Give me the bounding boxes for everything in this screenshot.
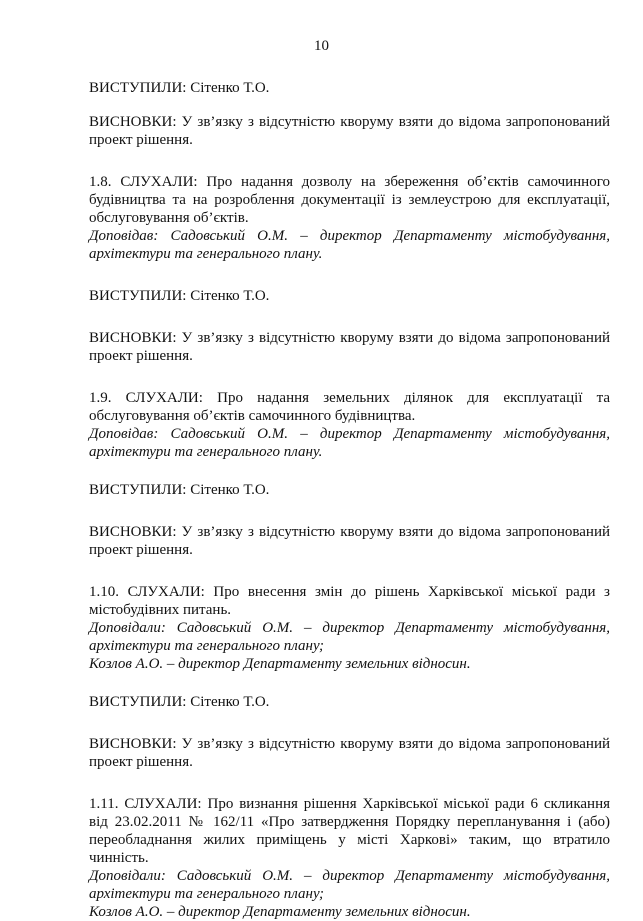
conclusion-paragraph: ВИСНОВКИ: У зв’язку з відсутністю кворуму взяти до відома запропонований проект рішення. — [89, 736, 610, 770]
heard-item-1-10: 1.10. СЛУХАЛИ: Про внесення змін до рішень Харківської міської ради з містобудівних питань. — [89, 584, 610, 618]
reporter-line: Доповідав: Садовський О.М. – директор Департаменту містобудування, архітектури та генерального плану. — [89, 426, 610, 460]
heard-item-1-8: 1.8. СЛУХАЛИ: Про надання дозволу на збереження об’єктів самочинного будівництва та на розроблення документації із землеустрою для експлуатації, обслуговування об’єктів. — [89, 174, 610, 226]
speakers-line: ВИСТУПИЛИ: Сітенко Т.О. — [89, 288, 270, 304]
page-number: 10 — [314, 38, 329, 54]
heard-item-1-11: 1.11. СЛУХАЛИ: Про визнання рішення Харківської міської ради 6 скликання від 23.02.2011 № 162/11 «Про затвердження Порядку перепланування і (або) переобладнання жилих приміщень у місті Харкові» таким, що втратило чинність. — [89, 796, 610, 866]
reporter-line: Козлов А.О. – директор Департаменту земельних відносин. — [89, 904, 471, 920]
reporter-line: Доповідав: Садовський О.М. – директор Департаменту містобудування, архітектури та генерального плану. — [89, 228, 610, 262]
conclusion-paragraph: ВИСНОВКИ: У зв’язку з відсутністю кворуму взяти до відома запропонований проект рішення. — [89, 330, 610, 364]
reporter-line: Доповідали: Садовський О.М. – директор Департаменту містобудування, архітектури та генерального плану; — [89, 868, 610, 902]
conclusion-paragraph: ВИСНОВКИ: У зв’язку з відсутністю кворуму взяти до відома запропонований проект рішення. — [89, 114, 610, 148]
speakers-line: ВИСТУПИЛИ: Сітенко Т.О. — [89, 694, 270, 710]
reporter-line: Доповідали: Садовський О.М. – директор Департаменту містобудування, архітектури та генерального плану; — [89, 620, 610, 654]
speakers-line: ВИСТУПИЛИ: Сітенко Т.О. — [89, 482, 270, 498]
heard-item-1-9: 1.9. СЛУХАЛИ: Про надання земельних ділянок для експлуатації та обслуговування об’єктів самочинного будівництва. — [89, 390, 610, 424]
minutes-content — [89, 79, 610, 921]
reporter-line: Козлов А.О. – директор Департаменту земельних відносин. — [89, 656, 471, 672]
conclusion-paragraph: ВИСНОВКИ: У зв’язку з відсутністю кворуму взяти до відома запропонований проект рішення. — [89, 524, 610, 558]
speakers-line: ВИСТУПИЛИ: Сітенко Т.О. — [89, 80, 270, 96]
